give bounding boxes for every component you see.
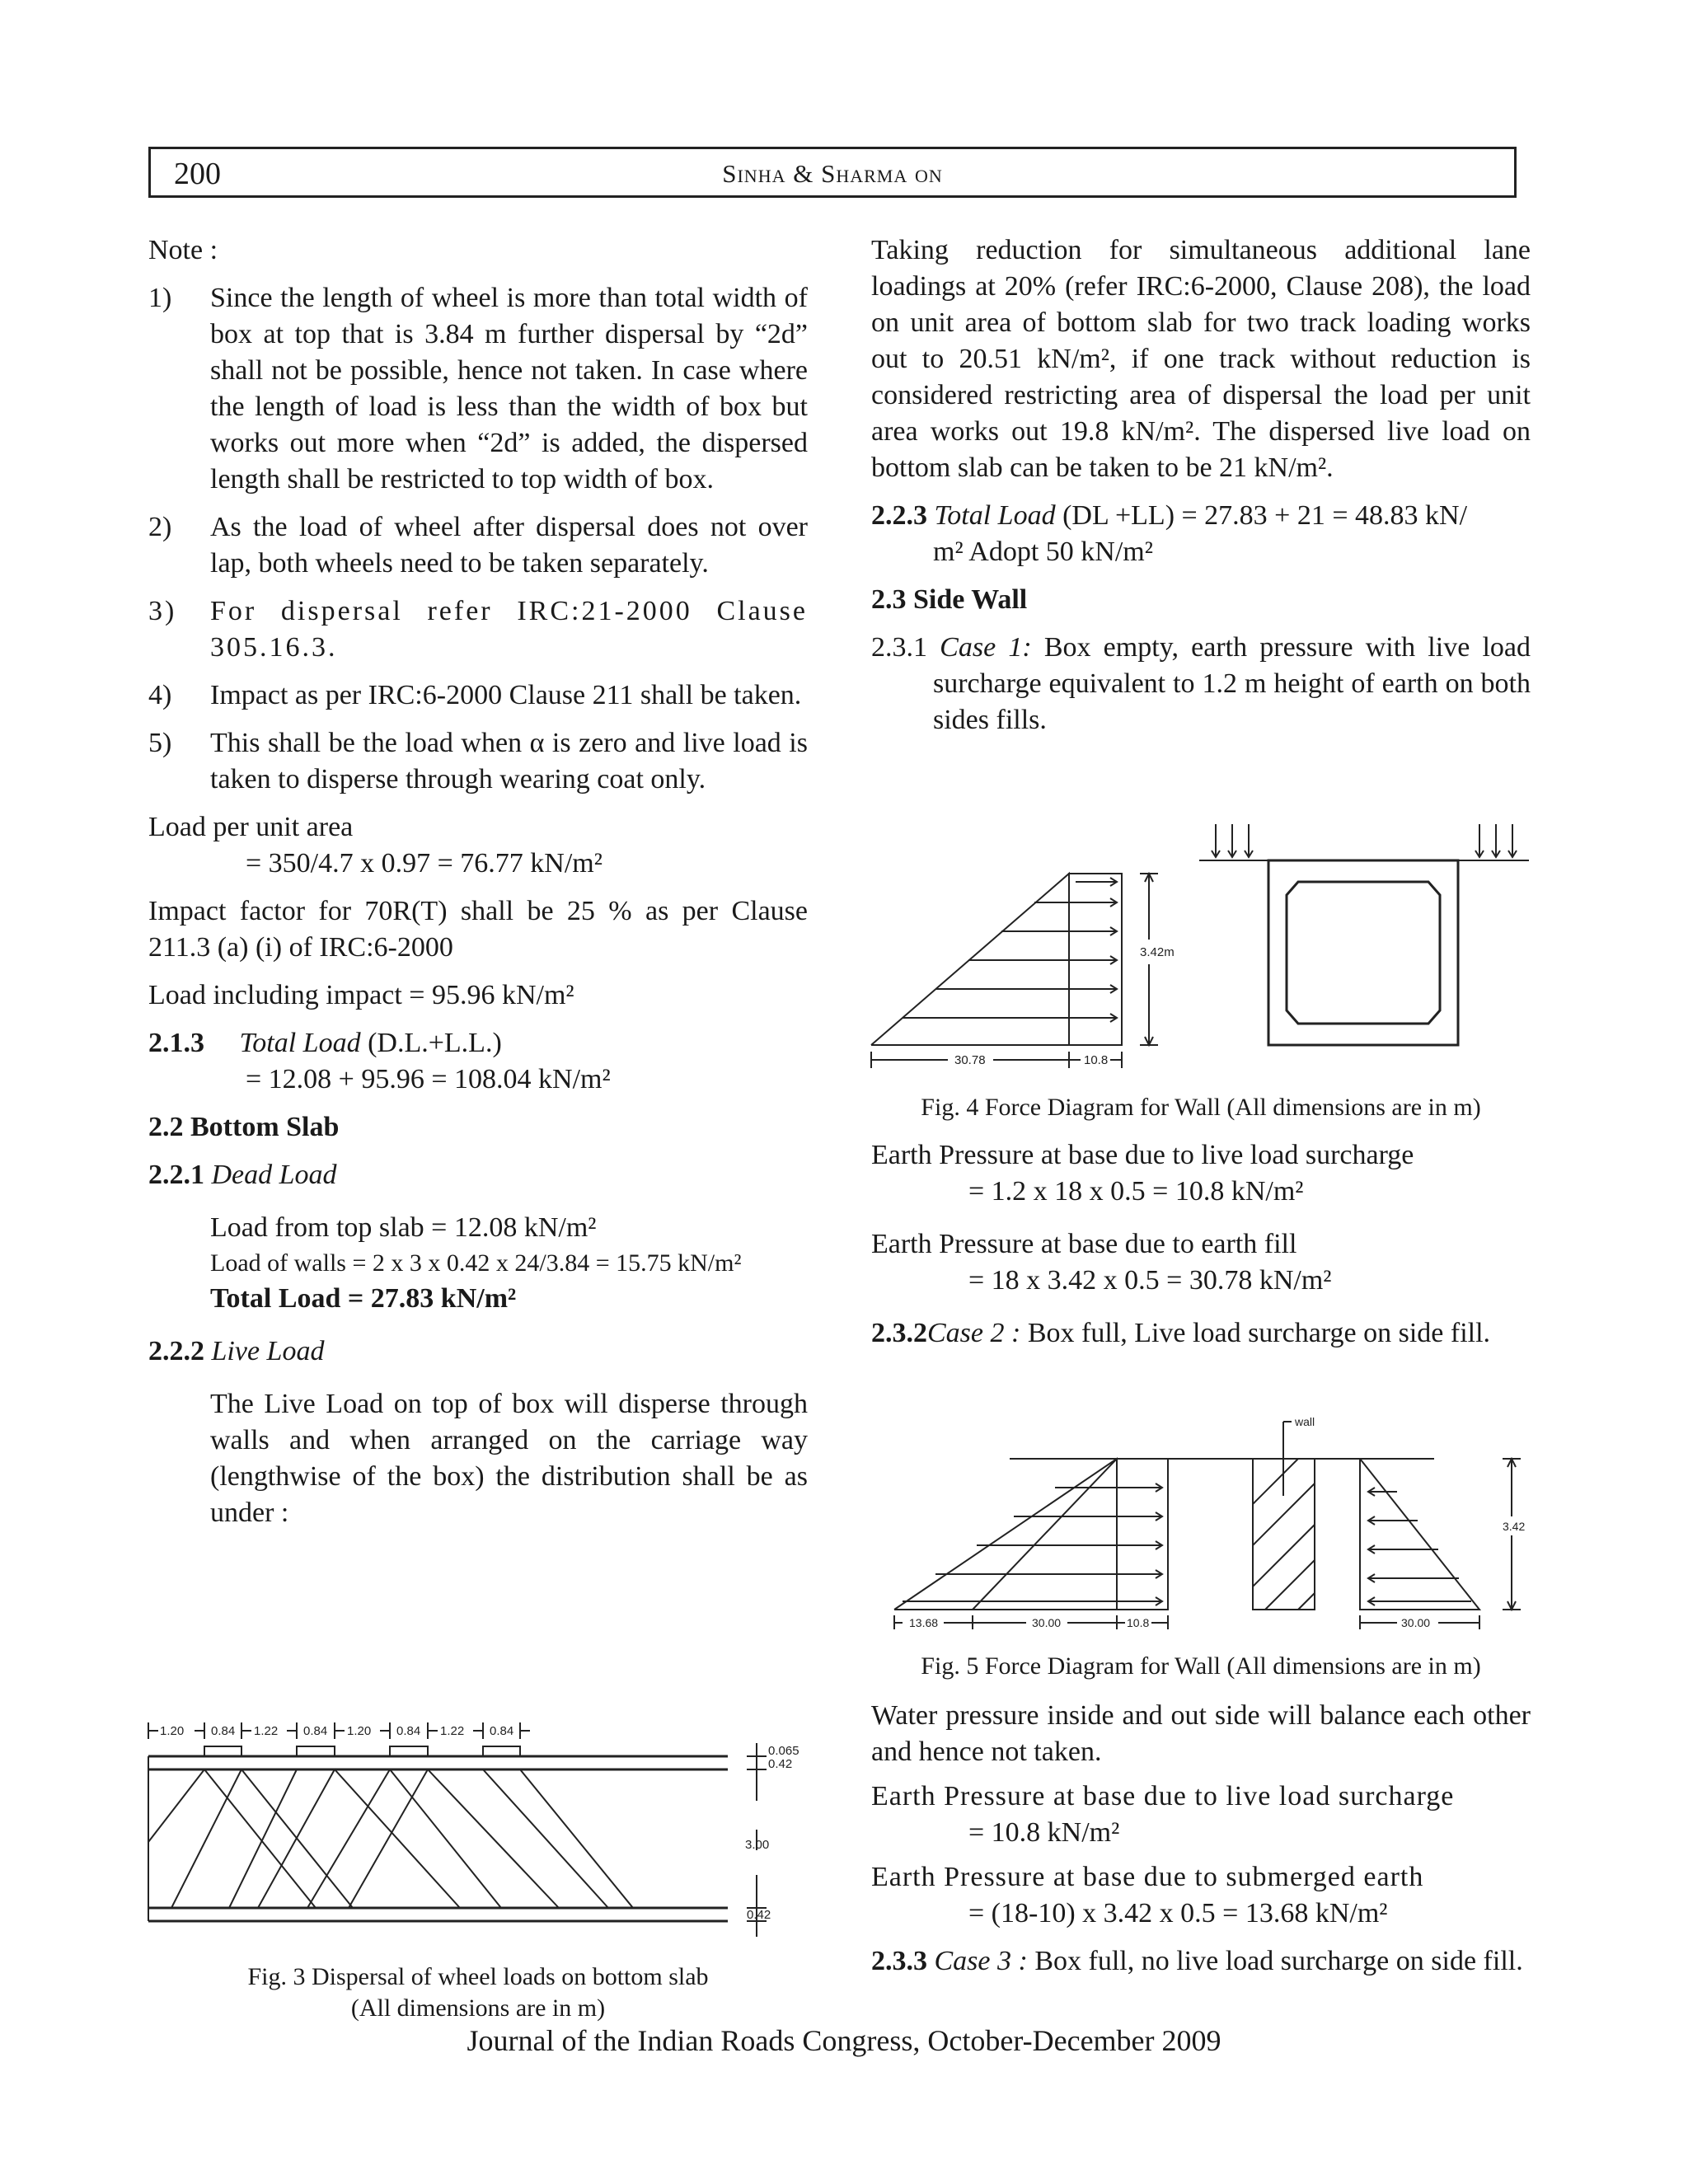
fig3-dispersal-diagram <box>147 1710 814 1953</box>
section-2-3-3: 2.3.3 Case 3 : Box full, no live load surcharge on side fill. <box>871 1946 1523 1976</box>
right-column-top <box>871 232 1531 738</box>
fig5-caption: Fig. 5 Force Diagram for Wall (All dimensions are in m) <box>921 1652 1481 1680</box>
fig5-wall-label: wall <box>1295 1415 1315 1428</box>
fig3-dim-top-slab: 0.42 <box>768 1757 793 1771</box>
ep-live-load-2: Earth Pressure at base due to live load surcharge <box>871 1781 1455 1811</box>
load-including-impact: Load including impact = 95.96 kN/m² <box>148 980 574 1010</box>
fig3-dim-height: 3.00 <box>745 1838 770 1852</box>
left-column-text <box>148 232 808 1531</box>
ep-live-load-1: Earth Pressure at base due to live load surcharge <box>871 1140 1414 1170</box>
fig4-height-label: 3.42m <box>1140 945 1175 959</box>
load-top-slab: Load from top slab = 12.08 kN/m² <box>210 1212 597 1243</box>
ep-live-load-1-eq: = 1.2 x 18 x 0.5 = 10.8 kN/m² <box>968 1176 1304 1207</box>
section-2-2-1-heading: 2.2.1 Dead Load <box>148 1160 337 1190</box>
water-pressure-text: Water pressure inside and out side will balance each other and hence not taken. <box>871 1700 1531 1767</box>
note-4: 4) Impact as per IRC:6-2000 Clause 211 shall be taken. <box>148 680 802 710</box>
lane-reduction-text: Taking reduction for simultaneous additional lane loadings at 20% (refer IRC:6-2000, Clause 208), the load on unit area of bottom slab for two track loading works out to 20.51 kN/m², if one track without reduction is considered restricting area of dispersal the load per unit area works out 19.8 kN/m². The dispersed live load on bottom slab can be taken to be 21 kN/m². <box>871 235 1531 483</box>
ep-earth-fill-eq: = 18 x 3.42 x 0.5 = 30.78 kN/m² <box>968 1265 1332 1296</box>
note-5: 5) This shall be the load when α is zero and live load is taken to disperse through wearing coat only. <box>148 728 808 794</box>
load-per-unit-area-label: Load per unit area <box>148 812 354 842</box>
right-column-bottom <box>871 1698 1531 1980</box>
section-2-2-3: 2.2.3 Total Load (DL +LL) = 27.83 + 21 = 48.83 kN/ <box>871 500 1468 531</box>
note-3: 3) For dispersal refer IRC:21-2000 Clause 305.16.3. <box>148 596 808 663</box>
running-header <box>148 147 1517 198</box>
fig3-top-dim: 1.22 <box>254 1724 279 1738</box>
note-label: Note : <box>148 235 218 265</box>
fig3-top-dim: 0.84 <box>303 1724 328 1738</box>
fig3-caption: Fig. 3 Dispersal of wheel loads on bottom slab (All dimensions are in m) <box>247 1963 709 2022</box>
ep-submerged-eq: = (18-10) x 3.42 x 0.5 = 13.68 kN/m² <box>968 1898 1388 1929</box>
fig3-dim-bottom-slab: 0.42 <box>747 1908 771 1922</box>
fig5-base-sub: 13.68 <box>909 1616 939 1629</box>
fig4-force-diagram <box>870 816 1537 1084</box>
section-2-1-3-eq: = 12.08 + 95.96 = 108.04 kN/m² <box>246 1064 611 1094</box>
fig4-base-surcharge: 10.8 <box>1084 1053 1109 1067</box>
fig5-height-label: 3.42 <box>1503 1520 1526 1533</box>
note-2: 2) As the load of wheel after dispersal does not over lap, both wheels need to be taken separately. <box>148 512 808 579</box>
ep-live-load-2-eq: = 10.8 kN/m² <box>968 1817 1120 1848</box>
fig5-base-right: 30.00 <box>1401 1616 1431 1629</box>
section-2-3-2: 2.3.2Case 2 : Box full, Live load surcharge on side fill. <box>871 1318 1491 1348</box>
fig5-base-surcharge: 10.8 <box>1127 1616 1150 1629</box>
fig3-top-dim: 1.20 <box>160 1724 185 1738</box>
right-column-middle <box>871 1137 1531 1352</box>
page-number: 200 <box>174 157 221 191</box>
journal-footer: Journal of the Indian Roads Congress, October-December 2009 <box>467 2024 1221 2057</box>
load-of-walls: Load of walls = 2 x 3 x 0.42 x 24/3.84 = 15.75 kN/m² <box>210 1249 742 1277</box>
running-title: Sinha & Sharma on <box>722 159 943 188</box>
fig3-top-dim: 1.20 <box>347 1724 372 1738</box>
section-2-3-heading: 2.3 Side Wall <box>871 584 1028 615</box>
total-dead-load: Total Load = 27.83 kN/m² <box>210 1283 517 1314</box>
load-per-unit-area-eq: = 350/4.7 x 0.97 = 76.77 kN/m² <box>246 848 603 879</box>
live-load-text: The Live Load on top of box will disperse through walls and when arranged on the carriage way (lengthwise of the box) the distribution shall be as under : <box>210 1389 808 1528</box>
section-2-3-1: 2.3.1 Case 1: Box empty, earth pressure with live load surcharge equivalent to 1.2 m height of earth on both sides fills. <box>871 632 1531 735</box>
fig3-top-dim: 0.84 <box>396 1724 421 1738</box>
section-2-2-heading: 2.2 Bottom Slab <box>148 1112 340 1142</box>
fig4-base-fill: 30.78 <box>954 1053 986 1067</box>
fig4-caption: Fig. 4 Force Diagram for Wall (All dimensions are in m) <box>921 1094 1481 1121</box>
fig3-dim-wearing: 0.065 <box>768 1744 799 1758</box>
section-2-2-3-line2: m² Adopt 50 kN/m² <box>933 537 1153 567</box>
fig3-top-dim: 0.84 <box>211 1724 236 1738</box>
fig3-top-dim: 1.22 <box>440 1724 465 1738</box>
section-2-2-2-heading: 2.2.2 Live Load <box>148 1336 325 1366</box>
fig5-force-diagram <box>870 1413 1537 1640</box>
fig3-top-dim: 0.84 <box>490 1724 514 1738</box>
ep-submerged: Earth Pressure at base due to submerged earth <box>871 1862 1424 1892</box>
fig5-base-fill: 30.00 <box>1032 1616 1062 1629</box>
ep-earth-fill: Earth Pressure at base due to earth fill <box>871 1229 1297 1259</box>
section-2-1-3: 2.1.3 Total Load (D.L.+L.L.) <box>148 1028 502 1058</box>
note-1: 1) Since the length of wheel is more than total width of box at top that is 3.84 m further dispersal by “2d” shall not be possible, hence not taken. In case where the length of load is less than the width of box but works out more when “2d” is added, the dispersed length shall be restricted to top width of box. <box>148 283 808 494</box>
impact-factor: Impact factor for 70R(T) shall be 25 % as per Clause 211.3 (a) (i) of IRC:6-2000 <box>148 896 808 963</box>
